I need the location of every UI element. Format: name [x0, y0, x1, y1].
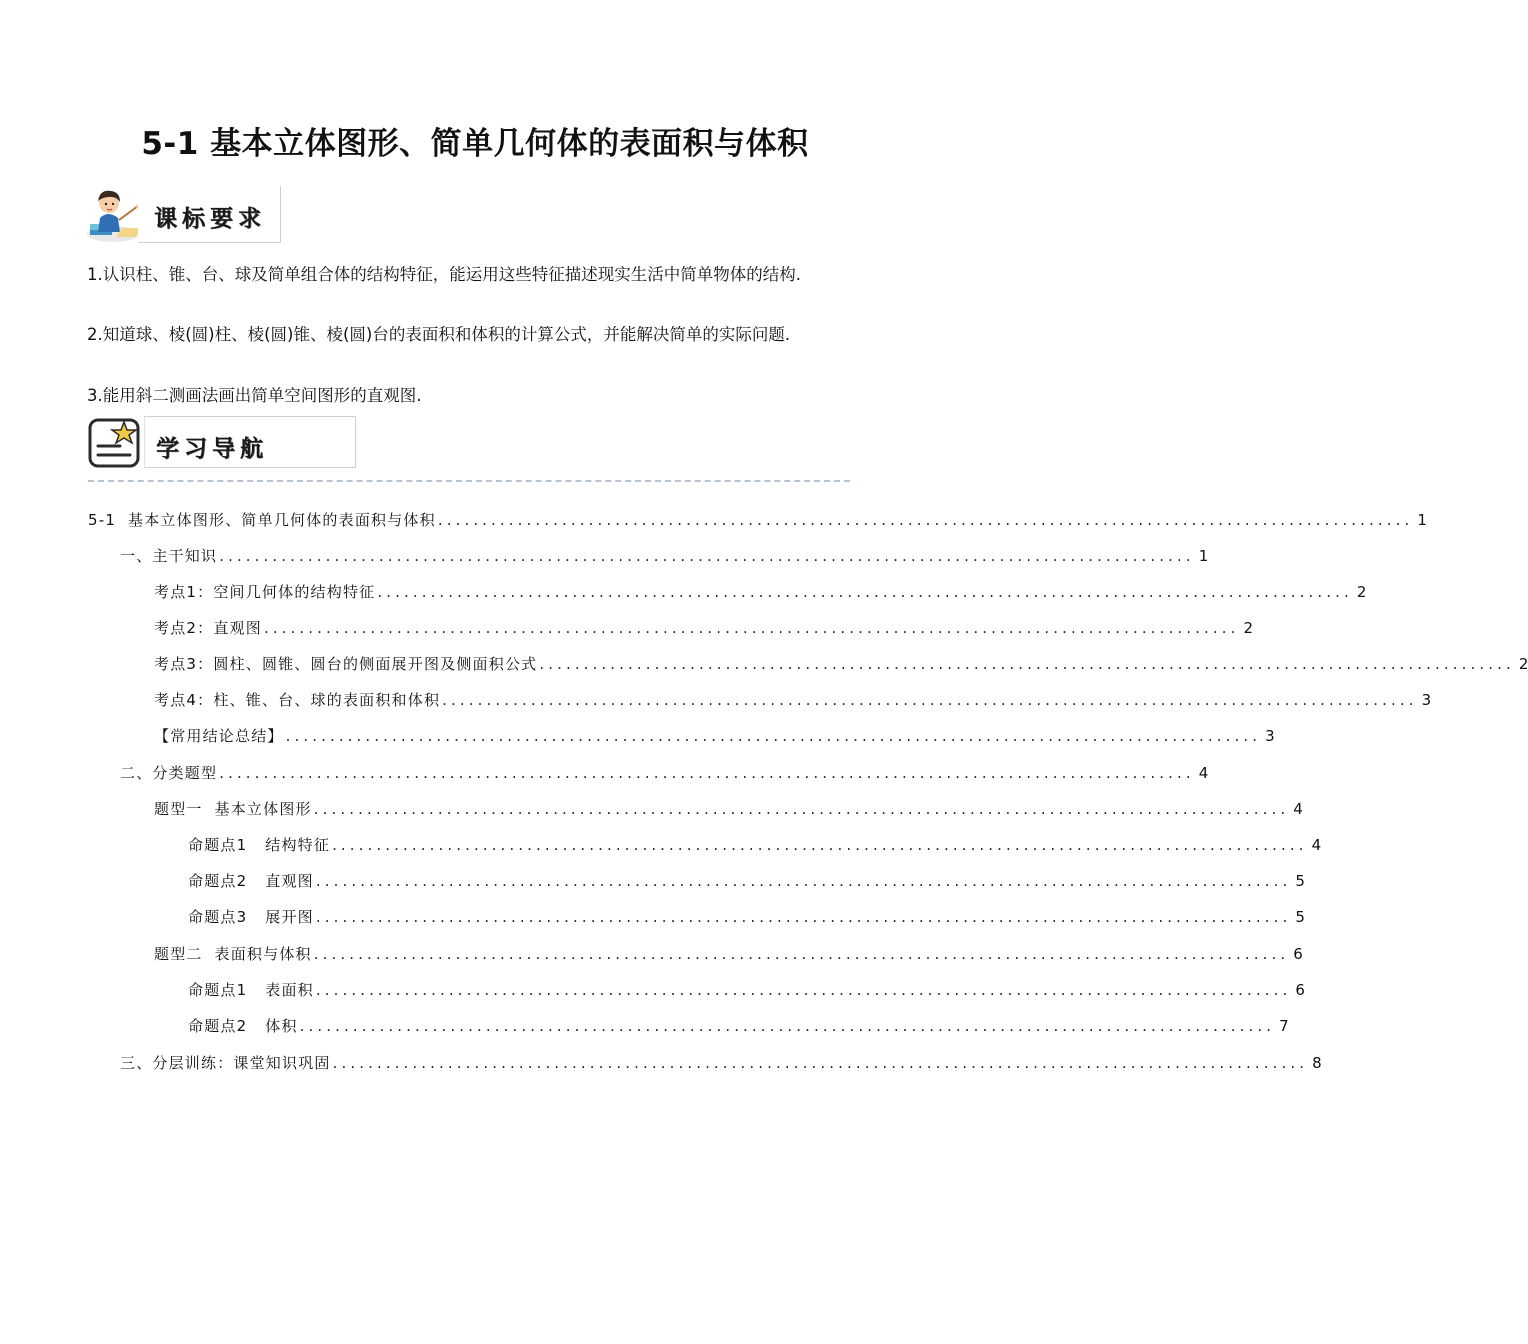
toc-page-number: 6 [1293, 945, 1303, 963]
toc-entry-text: 考点1：空间几何体的结构特征 [154, 583, 376, 601]
toc-leader: .............................................................................................................. [377, 583, 1353, 601]
toc-page-number: 4 [1293, 800, 1303, 818]
section-divider [88, 480, 850, 482]
toc-page-number: 2 [1518, 655, 1528, 673]
notebook-star-icon [86, 416, 142, 470]
toc-entry[interactable] [120, 545, 1209, 566]
toc-entry-text: 考点2：直观图 [154, 619, 262, 637]
toc-page-number: 4 [1198, 764, 1209, 782]
toc-entry-text: 【常用结论总结】 [154, 727, 284, 745]
toc-entry[interactable] [154, 617, 1253, 638]
requirement-item-2: 2.知道球、棱(圆)柱、棱(圆)锥、棱(圆)台的表面积和体积的计算公式，并能解决简单的实际问题. [87, 325, 791, 344]
toc-entry[interactable] [154, 689, 1432, 710]
toc-entry[interactable] [154, 581, 1367, 602]
toc-page-number: 1 [1198, 547, 1209, 565]
toc-entry[interactable] [188, 979, 1305, 1000]
toc-entry-text: 考点4：柱、锥、台、球的表面积和体积 [154, 691, 441, 709]
toc-entry[interactable] [188, 1015, 1289, 1036]
toc-entry[interactable] [154, 653, 1528, 674]
toc-entry-text: 5-1 基本立体图形、简单几何体的表面积与体积 [88, 511, 436, 529]
toc-entry[interactable] [154, 725, 1275, 746]
section-header-curriculum [86, 184, 286, 246]
toc-entry[interactable] [188, 834, 1322, 855]
toc-entry[interactable] [188, 870, 1305, 891]
toc-leader: .............................................................................................................. [332, 1054, 1309, 1072]
requirement-item-3: 3.能用斜二测画法画出简单空间图形的直观图. [87, 386, 422, 405]
toc-leader: .............................................................................................................. [285, 727, 1262, 745]
toc-leader: .............................................................................................................. [332, 836, 1308, 854]
section-header-study-guide [86, 416, 356, 470]
toc-page-number: 3 [1421, 691, 1432, 709]
toc-page-number: 7 [1279, 1017, 1289, 1035]
toc-leader: .............................................................................................................. [313, 800, 1290, 818]
toc-entry-text: 题型一 基本立体图形 [154, 800, 312, 818]
toc-leader: .............................................................................................................. [539, 655, 1515, 673]
section-label-curriculum: 课标要求 [154, 205, 266, 232]
toc-entry-text: 三、分层训练：课堂知识巩固 [120, 1054, 331, 1072]
toc-page-number: 3 [1265, 727, 1275, 745]
toc-page-number: 2 [1356, 583, 1367, 601]
toc-entry[interactable] [188, 906, 1305, 927]
toc-entry-text: 二、分类题型 [120, 764, 218, 782]
toc-entry-text: 命题点3 展开图 [188, 908, 314, 926]
toc-entry[interactable] [154, 943, 1303, 964]
toc-leader: .............................................................................................................. [219, 547, 1195, 565]
toc-leader: .............................................................................................................. [299, 1017, 1276, 1035]
toc-page-number: 2 [1243, 619, 1253, 637]
toc-entry-text: 考点3：圆柱、圆锥、圆台的侧面展开图及侧面积公式 [154, 655, 538, 673]
requirement-item-1: 1.认识柱、锥、台、球及简单组合体的结构特征，能运用这些特征描述现实生活中简单物体的结构. [87, 265, 801, 284]
toc-leader: .............................................................................................................. [313, 945, 1290, 963]
page-title: 5-1 基本立体图形、简单几何体的表面积与体积 [141, 126, 809, 162]
toc-page-number: 1 [1417, 511, 1427, 529]
toc-entry-text: 一、主干知识 [120, 547, 218, 565]
toc-leader: .............................................................................................................. [315, 981, 1292, 999]
teacher-icon [86, 184, 144, 244]
toc-entry[interactable] [120, 762, 1209, 783]
toc-entry-text: 命题点2 直观图 [188, 872, 314, 890]
toc-leader: .............................................................................................................. [442, 691, 1418, 709]
toc-entry[interactable] [120, 1052, 1322, 1073]
toc-leader: .............................................................................................................. [263, 619, 1240, 637]
toc-entry-text: 题型二 表面积与体积 [154, 945, 312, 963]
toc-entry-text: 命题点2 体积 [188, 1017, 298, 1035]
toc-entry[interactable] [154, 798, 1303, 819]
toc-entry-text: 命题点1 表面积 [188, 981, 314, 999]
toc-leader: .............................................................................................................. [315, 908, 1292, 926]
toc-page-number: 6 [1295, 981, 1305, 999]
toc-leader: .............................................................................................................. [219, 764, 1195, 782]
toc-page-number: 4 [1311, 836, 1322, 854]
section-label-study-guide: 学习导航 [156, 435, 268, 462]
toc-entry-text: 命题点1 结构特征 [188, 836, 331, 854]
toc-page-number: 8 [1312, 1054, 1322, 1072]
toc-page-number: 5 [1295, 872, 1305, 890]
toc-page-number: 5 [1295, 908, 1305, 926]
toc-entry[interactable] [88, 509, 1427, 530]
toc-leader: .............................................................................................................. [315, 872, 1292, 890]
toc-leader: .............................................................................................................. [437, 511, 1414, 529]
